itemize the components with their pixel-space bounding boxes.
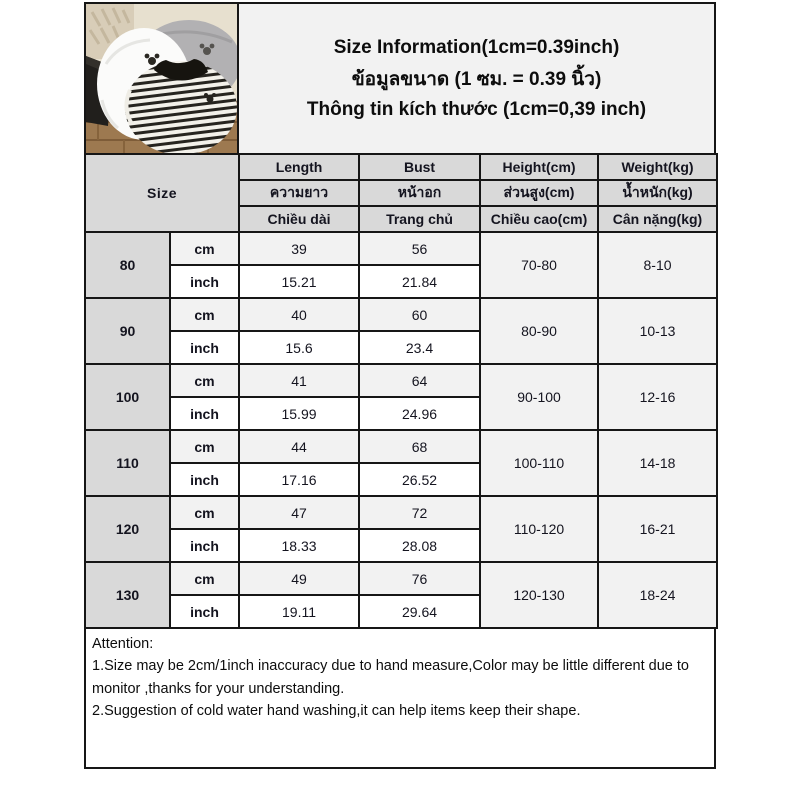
- length-inch-cell: 18.33: [239, 529, 359, 562]
- col-header-height-th: ส่วนสูง(cm): [480, 180, 598, 206]
- attention-heading: Attention:: [92, 636, 154, 652]
- product-photo: [86, 4, 239, 153]
- length-cm-cell: 39: [239, 232, 359, 265]
- attention-note: [84, 627, 716, 769]
- bust-cm-cell: 68: [359, 430, 480, 463]
- size-cell: 120: [85, 496, 170, 562]
- size-cell: 80: [85, 232, 170, 298]
- length-inch-cell: 17.16: [239, 463, 359, 496]
- title-english: Size Information(1cm=0.39inch): [333, 36, 620, 58]
- weight-cell: 8-10: [598, 232, 717, 298]
- length-inch-cell: 19.11: [239, 595, 359, 628]
- col-header-weight-en: Weight(kg): [598, 154, 717, 180]
- unit-inch-cell: inch: [170, 265, 239, 298]
- length-cm-cell: 49: [239, 562, 359, 595]
- size-cell: 100: [85, 364, 170, 430]
- col-header-weight-vi: Cân nặng(kg): [598, 206, 717, 232]
- col-header-bust-en: Bust: [359, 154, 480, 180]
- bust-inch-cell: 26.52: [359, 463, 480, 496]
- unit-inch-cell: inch: [170, 397, 239, 430]
- table-row: [85, 562, 717, 595]
- table-row: [85, 364, 717, 397]
- length-inch-cell: 15.21: [239, 265, 359, 298]
- table-row: [85, 298, 717, 331]
- weight-cell: 10-13: [598, 298, 717, 364]
- unit-cm-cell: cm: [170, 496, 239, 529]
- height-cell: 100-110: [480, 430, 598, 496]
- height-cell: 90-100: [480, 364, 598, 430]
- unit-inch-cell: inch: [170, 529, 239, 562]
- size-cell: 110: [85, 430, 170, 496]
- length-cm-cell: 40: [239, 298, 359, 331]
- height-cell: 80-90: [480, 298, 598, 364]
- weight-cell: 12-16: [598, 364, 717, 430]
- length-cm-cell: 41: [239, 364, 359, 397]
- weight-cell: 16-21: [598, 496, 717, 562]
- attention-line-1: 1.Size may be 2cm/1inch inaccuracy due to hand measure,Color may be little different due to monitor ,thanks for your understanding.: [92, 658, 689, 697]
- title-thai: ข้อมูลขนาด (1 ซม. = 0.39 นิ้ว): [351, 68, 602, 90]
- title-vietnamese: Thông tin kích thước (1cm=0,39 inch): [306, 98, 647, 120]
- attention-line-2: 2.Suggestion of cold water hand washing,it can help items keep their shape.: [92, 703, 581, 720]
- size-table: [84, 153, 718, 629]
- col-header-length-en: Length: [239, 154, 359, 180]
- col-header-bust-th: หน้าอก: [359, 180, 480, 206]
- col-header-length-th: ความยาว: [239, 180, 359, 206]
- bust-cm-cell: 56: [359, 232, 480, 265]
- bust-inch-cell: 24.96: [359, 397, 480, 430]
- col-header-bust-vi: Trang chủ: [359, 206, 480, 232]
- title-block: [239, 4, 714, 153]
- unit-inch-cell: inch: [170, 463, 239, 496]
- col-header-height-en: Height(cm): [480, 154, 598, 180]
- length-cm-cell: 47: [239, 496, 359, 529]
- height-cell: 110-120: [480, 496, 598, 562]
- length-inch-cell: 15.99: [239, 397, 359, 430]
- table-row: [85, 496, 717, 529]
- weight-cell: 18-24: [598, 562, 717, 628]
- length-cm-cell: 44: [239, 430, 359, 463]
- unit-cm-cell: cm: [170, 364, 239, 397]
- height-cell: 120-130: [480, 562, 598, 628]
- bust-cm-cell: 60: [359, 298, 480, 331]
- bust-cm-cell: 64: [359, 364, 480, 397]
- bust-inch-cell: 23.4: [359, 331, 480, 364]
- bust-cm-cell: 76: [359, 562, 480, 595]
- size-corner-label: Size: [85, 154, 239, 232]
- table-row: [85, 430, 717, 463]
- col-header-length-vi: Chiều dài: [239, 206, 359, 232]
- size-cell: 90: [85, 298, 170, 364]
- size-chart-content: [84, 2, 716, 769]
- bust-inch-cell: 28.08: [359, 529, 480, 562]
- table-row: [85, 232, 717, 265]
- bust-inch-cell: 29.64: [359, 595, 480, 628]
- unit-inch-cell: inch: [170, 595, 239, 628]
- height-cell: 70-80: [480, 232, 598, 298]
- bust-cm-cell: 72: [359, 496, 480, 529]
- header-section: [84, 2, 716, 155]
- unit-cm-cell: cm: [170, 430, 239, 463]
- length-inch-cell: 15.6: [239, 331, 359, 364]
- header-row-english: [85, 154, 717, 180]
- bust-inch-cell: 21.84: [359, 265, 480, 298]
- weight-cell: 14-18: [598, 430, 717, 496]
- unit-cm-cell: cm: [170, 232, 239, 265]
- col-header-weight-th: น้ำหนัก(kg): [598, 180, 717, 206]
- size-cell: 130: [85, 562, 170, 628]
- col-header-height-vi: Chiều cao(cm): [480, 206, 598, 232]
- unit-inch-cell: inch: [170, 331, 239, 364]
- unit-cm-cell: cm: [170, 298, 239, 331]
- product-photo-illustration: [86, 4, 237, 153]
- unit-cm-cell: cm: [170, 562, 239, 595]
